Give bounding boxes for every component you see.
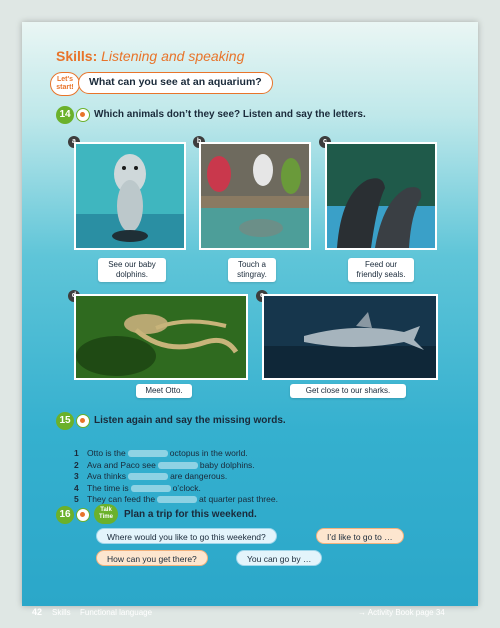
audio-icon[interactable] xyxy=(76,414,90,428)
answer-blank[interactable] xyxy=(131,485,171,492)
seals-image xyxy=(327,144,435,248)
stingray-image xyxy=(201,144,309,248)
activity-book-reference: → Activity Book page 34 xyxy=(358,608,445,617)
page-title xyxy=(56,48,244,64)
caption-a: See our baby dolphins. xyxy=(98,258,166,282)
answer-blank[interactable] xyxy=(158,462,198,469)
audio-icon[interactable] xyxy=(76,108,90,122)
answer-blank[interactable] xyxy=(157,496,197,503)
textbook-page xyxy=(22,22,478,617)
lets-start-question: What can you see at an aquarium? xyxy=(78,72,273,94)
caption-e: Get close to our sharks. xyxy=(290,384,406,398)
answer-blank[interactable] xyxy=(128,450,168,457)
list-item: 3 Ava thinks are dangerous. xyxy=(74,471,228,481)
dolphin-image xyxy=(76,144,184,248)
exercise-16-instruction: Plan a trip for this weekend. xyxy=(124,509,257,520)
list-item: 5 They can feed the at quarter past three. xyxy=(74,494,278,504)
octopus-image xyxy=(76,296,246,378)
exercise-16-number: 16 xyxy=(56,506,74,524)
footer-section: Skills xyxy=(52,608,71,617)
speech-bubble-answer-1: I’d like to go to … xyxy=(316,528,404,544)
photo-dolphin xyxy=(74,142,186,250)
exercise-14-instruction: Which animals don’t they see? Listen and say the letters. xyxy=(94,109,366,120)
title-bold: Skills: xyxy=(56,48,98,64)
caption-b: Touch a stingray. xyxy=(228,258,276,282)
caption-c: Feed our friendly seals. xyxy=(348,258,414,282)
letter-b: b xyxy=(193,136,205,148)
shark-image xyxy=(264,296,436,378)
audio-icon[interactable] xyxy=(76,508,90,522)
letter-a: a xyxy=(68,136,80,148)
speech-bubble-question-2: How can you get there? xyxy=(96,550,208,566)
speech-bubble-question-1: Where would you like to go this weekend? xyxy=(96,528,277,544)
letter-e: e xyxy=(256,290,268,302)
answer-blank[interactable] xyxy=(128,473,168,480)
photo-octopus xyxy=(74,294,248,380)
footer-topic: Functional language xyxy=(80,608,153,617)
exercise-15-instruction: Listen again and say the missing words. xyxy=(94,415,286,426)
lets-start-badge: Let's start! xyxy=(50,72,80,96)
exercise-14-number: 14 xyxy=(56,106,74,124)
exercise-15-number: 15 xyxy=(56,412,74,430)
list-item: 2 Ava and Paco see baby dolphins. xyxy=(74,459,255,470)
photo-shark xyxy=(262,294,438,380)
list-item: 4 The time is o’clock. xyxy=(74,482,201,493)
page-number: 42 xyxy=(32,607,43,617)
photo-stingray xyxy=(199,142,311,250)
photo-seals xyxy=(325,142,437,250)
letter-c: c xyxy=(319,136,331,148)
missing-words-list xyxy=(74,448,278,506)
letter-d: d xyxy=(68,290,80,302)
speech-bubble-answer-2: You can go by … xyxy=(236,550,322,566)
title-italic: Listening and speaking xyxy=(101,48,245,64)
talk-time-badge: Talk Time xyxy=(94,504,118,524)
caption-d: Meet Otto. xyxy=(136,384,192,398)
list-item: 1 Otto is the octopus in the world. xyxy=(74,448,248,458)
